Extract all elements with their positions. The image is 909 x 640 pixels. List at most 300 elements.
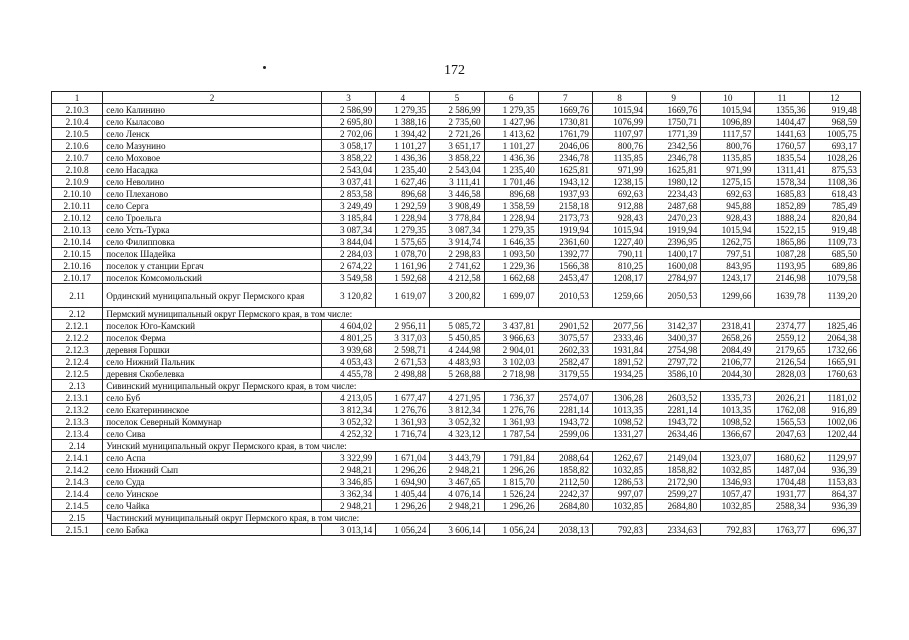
row-code: 2.12.1	[52, 320, 103, 332]
tariff-value: 3 437,81	[484, 320, 538, 332]
tariff-value: 875,53	[809, 164, 860, 176]
tariff-value: 912,88	[592, 200, 646, 212]
tariff-value: 3 087,34	[430, 224, 484, 236]
table-row	[52, 416, 861, 428]
settlement-name: село Калинино	[103, 104, 322, 116]
tariff-value: 1117,57	[701, 128, 755, 140]
tariff-value: 2 948,21	[430, 464, 484, 476]
row-code: 2.12.2	[52, 332, 103, 344]
tariff-value: 4 271,95	[430, 392, 484, 404]
settlement-name: село Нижний Пальник	[103, 356, 322, 368]
tariff-value: 2 904,01	[484, 344, 538, 356]
tariff-value: 919,48	[809, 224, 860, 236]
tariff-value: 1098,52	[701, 416, 755, 428]
tariff-value: 1404,47	[755, 116, 809, 128]
tariff-value: 3 443,79	[430, 452, 484, 464]
tariff-value: 3 914,74	[430, 236, 484, 248]
settlement-name: поселок Шадейка	[103, 248, 322, 260]
row-code: 2.11	[52, 284, 103, 308]
tariff-value: 3142,37	[647, 320, 701, 332]
table-row	[52, 356, 861, 368]
tariff-value: 1937,93	[538, 188, 592, 200]
table-row	[52, 404, 861, 416]
tariff-value: 2 674,22	[321, 260, 375, 272]
tariff-value: 1 646,35	[484, 236, 538, 248]
tariff-value: 2088,64	[538, 452, 592, 464]
tariff-value: 4 801,25	[321, 332, 375, 344]
tariff-value: 1193,95	[755, 260, 809, 272]
section-code: 2.15	[52, 512, 103, 524]
tariff-value: 1 619,07	[376, 284, 430, 308]
tariff-value: 2658,26	[701, 332, 755, 344]
tariff-value: 4 053,43	[321, 356, 375, 368]
tariff-value: 3 058,17	[321, 140, 375, 152]
tariff-value: 3 966,63	[484, 332, 538, 344]
table-row	[52, 524, 861, 536]
column-header: 9	[647, 92, 701, 104]
table-row	[52, 332, 861, 344]
tariff-value: 4 323,12	[430, 428, 484, 440]
tariff-value: 1129,97	[809, 452, 860, 464]
tariff-value: 4 252,32	[321, 428, 375, 440]
tariff-value: 1096,89	[701, 116, 755, 128]
row-code: 2.10.7	[52, 152, 103, 164]
tariff-value: 1943,72	[647, 416, 701, 428]
tariff-value: 3 087,34	[321, 224, 375, 236]
settlement-name: поселок Юго-Камский	[103, 320, 322, 332]
tariff-value: 2 948,21	[321, 464, 375, 476]
tariff-value: 2603,52	[647, 392, 701, 404]
table-row	[52, 164, 861, 176]
table-row	[52, 200, 861, 212]
section-row	[52, 512, 861, 524]
table-row	[52, 452, 861, 464]
tariff-value: 1600,08	[647, 260, 701, 272]
tariff-value: 2487,68	[647, 200, 701, 212]
tariff-value: 928,43	[592, 212, 646, 224]
section-code: 2.13	[52, 380, 103, 392]
tariff-value: 1208,17	[592, 272, 646, 284]
row-code: 2.10.8	[52, 164, 103, 176]
tariff-value: 1335,73	[701, 392, 755, 404]
tariff-value: 3 844,04	[321, 236, 375, 248]
tariff-value: 1578,34	[755, 176, 809, 188]
tariff-value: 3 362,34	[321, 488, 375, 500]
tariff-value: 2158,18	[538, 200, 592, 212]
tariff-value: 1943,72	[538, 416, 592, 428]
table-row	[52, 368, 861, 380]
tariff-value: 2047,63	[755, 428, 809, 440]
tariff-value: 1487,04	[755, 464, 809, 476]
tariff-value: 2374,77	[755, 320, 809, 332]
tariff-value: 2 284,03	[321, 248, 375, 260]
table-row	[52, 260, 861, 272]
tariff-value: 1762,08	[755, 404, 809, 416]
tariff-value: 1286,53	[592, 476, 646, 488]
row-code: 2.10.5	[52, 128, 103, 140]
tariff-value: 1931,77	[755, 488, 809, 500]
tariff-value: 3 052,32	[430, 416, 484, 428]
tariff-value: 3 200,82	[430, 284, 484, 308]
tariff-value: 2 956,11	[376, 320, 430, 332]
tariff-value: 1 296,26	[376, 500, 430, 512]
tariff-value: 3 346,85	[321, 476, 375, 488]
settlement-name: село Бабка	[103, 524, 322, 536]
tariff-value: 2 948,21	[321, 500, 375, 512]
row-code: 2.12.3	[52, 344, 103, 356]
tariff-value: 3 013,14	[321, 524, 375, 536]
tariff-table	[51, 91, 861, 536]
tariff-value: 896,68	[484, 188, 538, 200]
tariff-value: 1032,85	[701, 464, 755, 476]
tariff-value: 820,84	[809, 212, 860, 224]
row-code: 2.10.3	[52, 104, 103, 116]
tariff-value: 2112,50	[538, 476, 592, 488]
tariff-value: 1825,46	[809, 320, 860, 332]
tariff-value: 2559,12	[755, 332, 809, 344]
tariff-value: 1 296,26	[484, 464, 538, 476]
tariff-value: 2 298,83	[430, 248, 484, 260]
row-code: 2.10.15	[52, 248, 103, 260]
column-header: 2	[103, 92, 322, 104]
tariff-value: 1761,79	[538, 128, 592, 140]
tariff-value: 1625,81	[538, 164, 592, 176]
tariff-value: 2106,77	[701, 356, 755, 368]
tariff-value: 810,25	[592, 260, 646, 272]
tariff-value: 685,50	[809, 248, 860, 260]
tariff-value: 4 212,58	[430, 272, 484, 284]
tariff-value: 2361,60	[538, 236, 592, 248]
tariff-value: 1 694,90	[376, 476, 430, 488]
table-row	[52, 464, 861, 476]
section-row	[52, 380, 861, 392]
tariff-value: 2333,46	[592, 332, 646, 344]
tariff-value: 1891,52	[592, 356, 646, 368]
tariff-value: 4 483,93	[430, 356, 484, 368]
tariff-value: 3 606,14	[430, 524, 484, 536]
tariff-value: 1311,41	[755, 164, 809, 176]
tariff-value: 1135,85	[592, 152, 646, 164]
tariff-value: 1 677,47	[376, 392, 430, 404]
row-code: 2.14.5	[52, 500, 103, 512]
tariff-value: 1665,91	[809, 356, 860, 368]
tariff-value: 1015,94	[701, 224, 755, 236]
tariff-value: 1 413,62	[484, 128, 538, 140]
column-header: 10	[701, 92, 755, 104]
tariff-value: 2342,56	[647, 140, 701, 152]
tariff-value: 1565,53	[755, 416, 809, 428]
tariff-value: 1262,75	[701, 236, 755, 248]
table-row	[52, 488, 861, 500]
tariff-value: 1109,73	[809, 236, 860, 248]
tariff-value: 3 812,34	[430, 404, 484, 416]
tariff-value: 800,76	[701, 140, 755, 152]
row-code: 2.12.4	[52, 356, 103, 368]
tariff-value: 2281,14	[538, 404, 592, 416]
tariff-value: 1763,77	[755, 524, 809, 536]
tariff-value: 1 627,46	[376, 176, 430, 188]
tariff-value: 843,95	[701, 260, 755, 272]
tariff-value: 2077,56	[592, 320, 646, 332]
tariff-value: 1522,15	[755, 224, 809, 236]
tariff-value: 1 056,24	[376, 524, 430, 536]
row-code: 2.14.2	[52, 464, 103, 476]
tariff-value: 1331,27	[592, 428, 646, 440]
tariff-value: 2901,52	[538, 320, 592, 332]
tariff-value: 1346,93	[701, 476, 755, 488]
tariff-value: 1 235,40	[484, 164, 538, 176]
tariff-value: 1259,66	[592, 284, 646, 308]
row-code: 2.10.12	[52, 212, 103, 224]
settlement-name: поселок Ферма	[103, 332, 322, 344]
tariff-value: 2 948,21	[430, 500, 484, 512]
tariff-value: 2318,41	[701, 320, 755, 332]
settlement-name: поселок у станции Ергач	[103, 260, 322, 272]
section-code: 2.12	[52, 308, 103, 320]
settlement-name: село Троельга	[103, 212, 322, 224]
tariff-value: 1 056,24	[484, 524, 538, 536]
tariff-value: 1625,81	[647, 164, 701, 176]
tariff-value: 1032,85	[592, 464, 646, 476]
row-code: 2.10.10	[52, 188, 103, 200]
settlement-name: село Суда	[103, 476, 322, 488]
tariff-value: 2 586,99	[430, 104, 484, 116]
tariff-value: 3 812,34	[321, 404, 375, 416]
tariff-value: 1 736,37	[484, 392, 538, 404]
tariff-value: 971,99	[592, 164, 646, 176]
tariff-value: 1888,24	[755, 212, 809, 224]
tariff-value: 2470,23	[647, 212, 701, 224]
tariff-value: 1441,63	[755, 128, 809, 140]
tariff-value: 1919,94	[647, 224, 701, 236]
tariff-value: 1135,85	[701, 152, 755, 164]
tariff-value: 3075,57	[538, 332, 592, 344]
tariff-value: 2 586,99	[321, 104, 375, 116]
tariff-value: 1980,12	[647, 176, 701, 188]
tariff-value: 1639,78	[755, 284, 809, 308]
tariff-value: 1760,57	[755, 140, 809, 152]
tariff-value: 3 120,82	[321, 284, 375, 308]
table-row	[52, 104, 861, 116]
settlement-name: село Сива	[103, 428, 322, 440]
tariff-value: 1028,26	[809, 152, 860, 164]
tariff-value: 2784,97	[647, 272, 701, 284]
tariff-value: 1704,48	[755, 476, 809, 488]
tariff-value: 2179,65	[755, 344, 809, 356]
tariff-value: 2 721,26	[430, 128, 484, 140]
section-title: Пермский муниципальный округ Пермского края, в том числе:	[103, 308, 861, 320]
tariff-value: 1013,35	[701, 404, 755, 416]
table-row	[52, 500, 861, 512]
tariff-value: 1858,82	[538, 464, 592, 476]
section-code: 2.14	[52, 440, 103, 452]
tariff-value: 2684,80	[538, 500, 592, 512]
tariff-value: 1 815,70	[484, 476, 538, 488]
tariff-value: 1005,75	[809, 128, 860, 140]
tariff-value: 2 702,06	[321, 128, 375, 140]
tariff-value: 2050,53	[647, 284, 701, 308]
tariff-value: 1262,67	[592, 452, 646, 464]
tariff-value: 3 322,99	[321, 452, 375, 464]
tariff-value: 2582,47	[538, 356, 592, 368]
tariff-value: 5 450,85	[430, 332, 484, 344]
tariff-value: 1732,66	[809, 344, 860, 356]
table-row	[52, 476, 861, 488]
tariff-value: 2828,03	[755, 368, 809, 380]
column-header: 3	[321, 92, 375, 104]
tariff-value: 1032,85	[701, 500, 755, 512]
table-row	[52, 116, 861, 128]
tariff-value: 2146,98	[755, 272, 809, 284]
tariff-value: 2281,14	[647, 404, 701, 416]
tariff-value: 945,88	[701, 200, 755, 212]
tariff-value: 1 101,27	[376, 140, 430, 152]
tariff-value: 1 161,96	[376, 260, 430, 272]
tariff-value: 1153,83	[809, 476, 860, 488]
table-header-row	[52, 92, 861, 104]
tariff-value: 790,11	[592, 248, 646, 260]
tariff-value: 3 549,58	[321, 272, 375, 284]
row-code: 2.12.5	[52, 368, 103, 380]
tariff-value: 5 268,88	[430, 368, 484, 380]
tariff-value: 919,48	[809, 104, 860, 116]
page-number: 172	[444, 63, 465, 78]
table-row	[52, 272, 861, 284]
tariff-value: 2634,46	[647, 428, 701, 440]
tariff-value: 2 543,04	[430, 164, 484, 176]
section-row	[52, 440, 861, 452]
tariff-value: 936,39	[809, 464, 860, 476]
tariff-value: 1015,94	[592, 224, 646, 236]
tariff-value: 2242,37	[538, 488, 592, 500]
row-code: 2.13.1	[52, 392, 103, 404]
tariff-value: 693,17	[809, 140, 860, 152]
tariff-value: 1366,67	[701, 428, 755, 440]
tariff-value: 1 701,46	[484, 176, 538, 188]
table-row	[52, 212, 861, 224]
tariff-value: 2346,78	[647, 152, 701, 164]
tariff-value: 1087,28	[755, 248, 809, 260]
tariff-value: 3179,55	[538, 368, 592, 380]
tariff-value: 1 228,94	[376, 212, 430, 224]
tariff-value: 1 228,94	[484, 212, 538, 224]
tariff-value: 1835,54	[755, 152, 809, 164]
tariff-value: 928,43	[701, 212, 755, 224]
tariff-value: 4 213,05	[321, 392, 375, 404]
settlement-name: село Неволино	[103, 176, 322, 188]
row-code: 2.10.9	[52, 176, 103, 188]
tariff-value: 2754,98	[647, 344, 701, 356]
tariff-value: 1 427,96	[484, 116, 538, 128]
tariff-value: 1181,02	[809, 392, 860, 404]
tariff-value: 618,43	[809, 188, 860, 200]
tariff-value: 1079,58	[809, 272, 860, 284]
tariff-value: 2599,27	[647, 488, 701, 500]
row-code: 2.14.1	[52, 452, 103, 464]
tariff-value: 4 604,02	[321, 320, 375, 332]
row-code: 2.10.16	[52, 260, 103, 272]
tariff-value: 2 741,62	[430, 260, 484, 272]
tariff-value: 2 718,98	[484, 368, 538, 380]
tariff-value: 997,07	[592, 488, 646, 500]
tariff-value: 2026,21	[755, 392, 809, 404]
tariff-value: 2084,49	[701, 344, 755, 356]
settlement-name: село Насадка	[103, 164, 322, 176]
tariff-value: 1 101,27	[484, 140, 538, 152]
tariff-value: 1 276,76	[376, 404, 430, 416]
tariff-value: 2010,53	[538, 284, 592, 308]
tariff-value: 1 699,07	[484, 284, 538, 308]
tariff-value: 1 388,16	[376, 116, 430, 128]
tariff-value: 4 076,14	[430, 488, 484, 500]
tariff-value: 2172,90	[647, 476, 701, 488]
settlement-name: село Кыласово	[103, 116, 322, 128]
settlement-name: село Чайка	[103, 500, 322, 512]
tariff-value: 1 279,35	[376, 224, 430, 236]
tariff-value: 1 358,59	[484, 200, 538, 212]
tariff-value: 2396,95	[647, 236, 701, 248]
column-header: 12	[809, 92, 860, 104]
tariff-value: 1680,62	[755, 452, 809, 464]
tariff-value: 1 791,84	[484, 452, 538, 464]
table-row	[52, 188, 861, 200]
tariff-value: 3 467,65	[430, 476, 484, 488]
tariff-value: 1 436,36	[376, 152, 430, 164]
tariff-value: 1 361,93	[484, 416, 538, 428]
tariff-value: 2334,63	[647, 524, 701, 536]
tariff-value: 2453,47	[538, 272, 592, 284]
section-title: Сивинский муниципальный округ Пермского края, в том числе:	[103, 380, 861, 392]
column-header: 11	[755, 92, 809, 104]
tariff-value: 1730,81	[538, 116, 592, 128]
tariff-value: 1943,12	[538, 176, 592, 188]
tariff-value: 2 543,04	[321, 164, 375, 176]
tariff-value: 916,89	[809, 404, 860, 416]
settlement-name: село Моховое	[103, 152, 322, 164]
tariff-value: 2 853,58	[321, 188, 375, 200]
section-title: Уинский муниципальный округ Пермского края, в том числе:	[103, 440, 861, 452]
tariff-value: 1 279,35	[484, 104, 538, 116]
settlement-name: село Филипповка	[103, 236, 322, 248]
tariff-value: 1 526,24	[484, 488, 538, 500]
tariff-value: 792,83	[592, 524, 646, 536]
tariff-value: 1 276,76	[484, 404, 538, 416]
tariff-value: 1076,99	[592, 116, 646, 128]
table-row	[52, 344, 861, 356]
tariff-value: 800,76	[592, 140, 646, 152]
tariff-value: 3 939,68	[321, 344, 375, 356]
tariff-value: 1865,86	[755, 236, 809, 248]
settlement-name: село Плехановo	[103, 188, 322, 200]
settlement-name: село Нижний Сып	[103, 464, 322, 476]
column-header: 4	[376, 92, 430, 104]
tariff-value: 3 185,84	[321, 212, 375, 224]
tariff-value: 4 244,98	[430, 344, 484, 356]
row-code: 2.13.4	[52, 428, 103, 440]
tariff-value: 3 778,84	[430, 212, 484, 224]
tariff-value: 1275,15	[701, 176, 755, 188]
tariff-value: 1355,36	[755, 104, 809, 116]
tariff-value: 2 498,88	[376, 368, 430, 380]
tariff-value: 1771,39	[647, 128, 701, 140]
tariff-value: 1002,06	[809, 416, 860, 428]
tariff-value: 1 292,59	[376, 200, 430, 212]
tariff-value: 936,39	[809, 500, 860, 512]
tariff-value: 1 662,68	[484, 272, 538, 284]
tariff-value: 1 296,26	[376, 464, 430, 476]
tariff-value: 2173,73	[538, 212, 592, 224]
tariff-value: 3 858,22	[430, 152, 484, 164]
